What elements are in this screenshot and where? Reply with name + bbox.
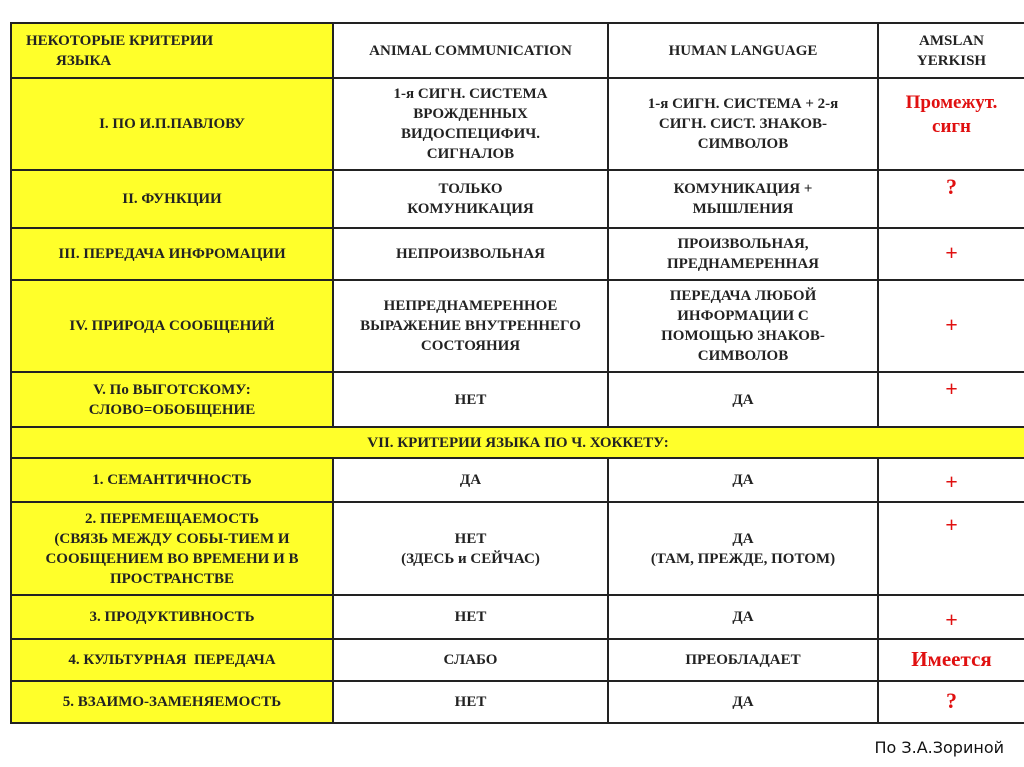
table-row: [11, 78, 1024, 170]
header-animal: ANIMAL COMMUNICATION: [333, 23, 608, 78]
human-cell: ДА: [608, 681, 878, 723]
table-row: [11, 595, 1024, 639]
section-title: VII. КРИТЕРИИ ЯЗЫКА ПО Ч. ХОККЕТУ:: [11, 427, 1024, 458]
table-row: [11, 502, 1024, 595]
amslan-cell: ?: [878, 681, 1024, 723]
amslan-cell: Имеется: [878, 639, 1024, 681]
human-cell: ДА (ТАМ, ПРЕЖДЕ, ПОТОМ): [608, 502, 878, 595]
amslan-cell: ?: [878, 170, 1024, 228]
table-row: [11, 681, 1024, 723]
human-cell: ДА: [608, 372, 878, 427]
human-cell: ДА: [608, 595, 878, 639]
comparison-table: [10, 22, 1024, 724]
criterion-cell: 2. ПЕРЕМЕЩАЕМОСТЬ (СВЯЗЬ МЕЖДУ СОБЫ-ТИЕМ И СООБЩЕНИЕМ ВО ВРЕМЕНИ И В ПРОСТРАНСТВЕ: [11, 502, 333, 595]
amslan-cell: +: [878, 502, 1024, 595]
header-criteria-line: НЕКОТОРЫЕ КРИТЕРИИ: [26, 32, 214, 49]
table-row: [11, 458, 1024, 502]
amslan-cell: +: [878, 372, 1024, 427]
amslan-cell: Промежут. сигн: [878, 78, 1024, 170]
human-cell: ПЕРЕДАЧА ЛЮБОЙ ИНФОРМАЦИИ С ПОМОЩЬЮ ЗНАКОВ- СИМВОЛОВ: [608, 280, 878, 372]
animal-cell: НЕПРОИЗВОЛЬНАЯ: [333, 228, 608, 280]
amslan-cell: +: [878, 458, 1024, 502]
table-row: [11, 280, 1024, 372]
animal-cell: НЕТ (ЗДЕСЬ и СЕЙЧАС): [333, 502, 608, 595]
animal-cell: НЕТ: [333, 372, 608, 427]
header-human: HUMAN LANGUAGE: [608, 23, 878, 78]
animal-cell: 1-я СИГН. СИСТЕМА ВРОЖДЕННЫХ ВИДОСПЕЦИФИЧ. СИГНАЛОВ: [333, 78, 608, 170]
animal-cell: ДА: [333, 458, 608, 502]
human-cell: ДА: [608, 458, 878, 502]
amslan-cell: +: [878, 280, 1024, 372]
animal-cell: НЕПРЕДНАМЕРЕННОЕ ВЫРАЖЕНИЕ ВНУТРЕННЕГО СОСТОЯНИЯ: [333, 280, 608, 372]
table-row: [11, 170, 1024, 228]
animal-cell: НЕТ: [333, 595, 608, 639]
table-row: [11, 639, 1024, 681]
human-cell: ПРОИЗВОЛЬНАЯ, ПРЕДНАМЕРЕННАЯ: [608, 228, 878, 280]
animal-cell: ТОЛЬКО КОМУНИКАЦИЯ: [333, 170, 608, 228]
criterion-cell: IV. ПРИРОДА СООБЩЕНИЙ: [11, 280, 333, 372]
animal-cell: СЛАБО: [333, 639, 608, 681]
human-cell: ПРЕОБЛАДАЕТ: [608, 639, 878, 681]
criterion-cell: 4. КУЛЬТУРНАЯ ПЕРЕДАЧА: [11, 639, 333, 681]
table-row: [11, 372, 1024, 427]
criterion-cell: 5. ВЗАИМО-ЗАМЕНЯЕМОСТЬ: [11, 681, 333, 723]
human-cell: КОМУНИКАЦИЯ + МЫШЛЕНИЯ: [608, 170, 878, 228]
header-row: [11, 23, 1024, 78]
criterion-cell: II. ФУНКЦИИ: [11, 170, 333, 228]
criterion-cell: III. ПЕРЕДАЧА ИНФРОМАЦИИ: [11, 228, 333, 280]
source-note: По З.А.Зориной: [874, 738, 1004, 757]
human-cell: 1-я СИГН. СИСТЕМА + 2-я СИГН. СИСТ. ЗНАКОВ- СИМВОЛОВ: [608, 78, 878, 170]
criterion-cell: 1. СЕМАНТИЧНОСТЬ: [11, 458, 333, 502]
section-header-row: [11, 427, 1024, 458]
header-amslan: AMSLAN YERKISH: [878, 23, 1024, 78]
criterion-cell: V. По ВЫГОТСКОМУ: СЛОВО=ОБОБЩЕНИЕ: [11, 372, 333, 427]
criterion-cell: I. ПО И.П.ПАВЛОВУ: [11, 78, 333, 170]
header-criteria: [11, 23, 333, 78]
header-criteria-line: ЯЗЫКА: [56, 52, 112, 69]
amslan-cell: +: [878, 228, 1024, 280]
animal-cell: НЕТ: [333, 681, 608, 723]
criterion-cell: 3. ПРОДУКТИВНОСТЬ: [11, 595, 333, 639]
amslan-cell: +: [878, 595, 1024, 639]
table-row: [11, 228, 1024, 280]
